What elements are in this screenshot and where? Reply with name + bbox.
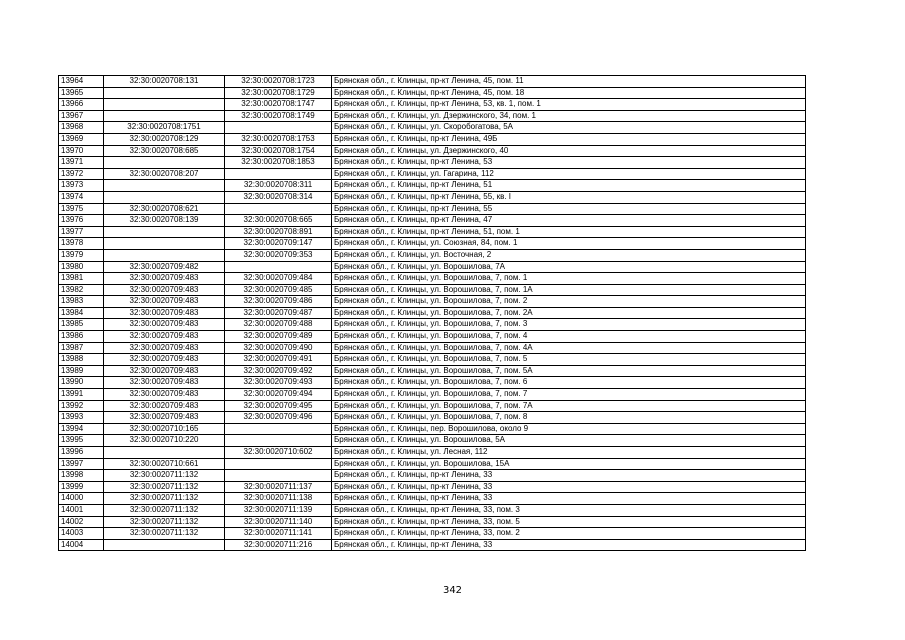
row-number-cell: 13999 [59,481,104,493]
table-row [59,122,806,134]
parcel-number-cell: 32:30:0020709:483 [104,296,225,308]
table-row [59,203,806,215]
table-row [59,470,806,482]
table-row [59,412,806,424]
row-number-cell: 13986 [59,331,104,343]
parcel-number-cell: 32:30:0020709:482 [104,261,225,273]
row-number-cell: 13984 [59,307,104,319]
row-number-cell: 13967 [59,110,104,122]
row-number-cell: 13988 [59,354,104,366]
address-cell: Брянская обл., г. Клинцы, ул. Ворошилова, 7, пом. 4А [332,342,806,354]
table-row [59,400,806,412]
row-number-cell: 14003 [59,528,104,540]
address-cell: Брянская обл., г. Клинцы, ул. Лесная, 112 [332,447,806,459]
row-number-cell: 13964 [59,76,104,88]
object-number-cell: 32:30:0020711:216 [225,539,332,551]
object-number-cell: 32:30:0020708:1749 [225,110,332,122]
table-row [59,319,806,331]
address-cell: Брянская обл., г. Клинцы, ул. Ворошилова, 7, пом. 1А [332,284,806,296]
parcel-number-cell [104,447,225,459]
table-row [59,331,806,343]
object-number-cell: 32:30:0020709:147 [225,238,332,250]
object-number-cell: 32:30:0020708:311 [225,180,332,192]
table-row [59,493,806,505]
cadastral-table [58,75,806,551]
parcel-number-cell: 32:30:0020709:483 [104,331,225,343]
table-row [59,76,806,88]
object-number-cell: 32:30:0020709:494 [225,389,332,401]
table-row [59,447,806,459]
row-number-cell: 13971 [59,157,104,169]
row-number-cell: 13996 [59,447,104,459]
row-number-cell: 13997 [59,458,104,470]
object-number-cell: 32:30:0020708:1853 [225,157,332,169]
parcel-number-cell [104,180,225,192]
address-cell: Брянская обл., г. Клинцы, пр-кт Ленина, 55, кв. I [332,191,806,203]
row-number-cell: 13987 [59,342,104,354]
parcel-number-cell: 32:30:0020709:483 [104,273,225,285]
parcel-number-cell: 32:30:0020709:483 [104,377,225,389]
table-row [59,435,806,447]
object-number-cell [225,458,332,470]
address-cell: Брянская обл., г. Клинцы, ул. Ворошилова, 5А [332,435,806,447]
object-number-cell: 32:30:0020711:141 [225,528,332,540]
address-cell: Брянская обл., г. Клинцы, ул. Восточная, 2 [332,249,806,261]
row-number-cell: 13982 [59,284,104,296]
row-number-cell: 13981 [59,273,104,285]
object-number-cell: 32:30:0020709:486 [225,296,332,308]
object-number-cell: 32:30:0020709:496 [225,412,332,424]
object-number-cell: 32:30:0020711:139 [225,504,332,516]
address-cell: Брянская обл., г. Клинцы, пр-кт Ленина, 47 [332,215,806,227]
table-row [59,238,806,250]
table-row [59,87,806,99]
object-number-cell: 32:30:0020708:1729 [225,87,332,99]
object-number-cell: 32:30:0020709:492 [225,365,332,377]
address-cell: Брянская обл., г. Клинцы, пр-кт Ленина, 33 [332,493,806,505]
row-number-cell: 14000 [59,493,104,505]
parcel-number-cell [104,87,225,99]
table-row [59,458,806,470]
address-cell: Брянская обл., г. Клинцы, пр-кт Ленина, 33 [332,481,806,493]
address-cell: Брянская обл., г. Клинцы, ул. Дзержинского, 34, пом. 1 [332,110,806,122]
table-row [59,539,806,551]
object-number-cell: 32:30:0020711:140 [225,516,332,528]
address-cell: Брянская обл., г. Клинцы, пр-кт Ленина, 33, пом. 2 [332,528,806,540]
object-number-cell: 32:30:0020708:665 [225,215,332,227]
table-row [59,168,806,180]
parcel-number-cell [104,157,225,169]
parcel-number-cell [104,110,225,122]
table-row [59,249,806,261]
address-cell: Брянская обл., г. Клинцы, ул. Ворошилова, 15А [332,458,806,470]
address-cell: Брянская обл., г. Клинцы, ул. Скоробогатова, 5А [332,122,806,134]
address-cell: Брянская обл., г. Клинцы, ул. Ворошилова, 7, пом. 7А [332,400,806,412]
table-row [59,273,806,285]
parcel-number-cell [104,249,225,261]
table-row [59,226,806,238]
table-row [59,342,806,354]
object-number-cell: 32:30:0020709:488 [225,319,332,331]
parcel-number-cell: 32:30:0020711:132 [104,516,225,528]
row-number-cell: 13978 [59,238,104,250]
parcel-number-cell [104,539,225,551]
row-number-cell: 13983 [59,296,104,308]
object-number-cell: 32:30:0020709:493 [225,377,332,389]
address-cell: Брянская обл., г. Клинцы, пр-кт Ленина, 53, кв. 1, пом. 1 [332,99,806,111]
row-number-cell: 13993 [59,412,104,424]
object-number-cell: 32:30:0020708:1723 [225,76,332,88]
parcel-number-cell: 32:30:0020709:483 [104,365,225,377]
parcel-number-cell [104,226,225,238]
address-cell: Брянская обл., г. Клинцы, ул. Ворошилова, 7, пом. 5А [332,365,806,377]
address-cell: Брянская обл., г. Клинцы, ул. Ворошилова, 7А [332,261,806,273]
parcel-number-cell: 32:30:0020708:131 [104,76,225,88]
table-row [59,110,806,122]
page-number: 342 [442,585,463,596]
row-number-cell: 13990 [59,377,104,389]
row-number-cell: 13969 [59,133,104,145]
table-row [59,504,806,516]
address-cell: Брянская обл., г. Клинцы, ул. Ворошилова, 7, пом. 1 [332,273,806,285]
parcel-number-cell: 32:30:0020709:483 [104,319,225,331]
parcel-number-cell: 32:30:0020708:207 [104,168,225,180]
object-number-cell: 32:30:0020708:1747 [225,99,332,111]
object-number-cell: 32:30:0020708:891 [225,226,332,238]
row-number-cell: 13972 [59,168,104,180]
address-cell: Брянская обл., г. Клинцы, ул. Ворошилова, 7, пом. 8 [332,412,806,424]
object-number-cell: 32:30:0020709:491 [225,354,332,366]
row-number-cell: 13974 [59,191,104,203]
object-number-cell [225,203,332,215]
address-cell: Брянская обл., г. Клинцы, пр-кт Ленина, 53 [332,157,806,169]
parcel-number-cell: 32:30:0020708:685 [104,145,225,157]
row-number-cell: 13965 [59,87,104,99]
row-number-cell: 13968 [59,122,104,134]
object-number-cell: 32:30:0020708:1754 [225,145,332,157]
address-cell: Брянская обл., г. Клинцы, ул. Ворошилова, 7, пом. 2А [332,307,806,319]
address-cell: Брянская обл., г. Клинцы, ул. Ворошилова, 7, пом. 5 [332,354,806,366]
object-number-cell: 32:30:0020709:495 [225,400,332,412]
table-row [59,133,806,145]
parcel-number-cell: 32:30:0020709:483 [104,307,225,319]
address-cell: Брянская обл., г. Клинцы, ул. Союзная, 84, пом. 1 [332,238,806,250]
table-row [59,528,806,540]
row-number-cell: 13998 [59,470,104,482]
parcel-number-cell: 32:30:0020708:1751 [104,122,225,134]
object-number-cell: 32:30:0020709:484 [225,273,332,285]
address-cell: Брянская обл., г. Клинцы, ул. Ворошилова, 7, пом. 4 [332,331,806,343]
object-number-cell: 32:30:0020709:489 [225,331,332,343]
row-number-cell: 13976 [59,215,104,227]
parcel-number-cell [104,191,225,203]
object-number-cell: 32:30:0020709:353 [225,249,332,261]
address-cell: Брянская обл., г. Клинцы, пр-кт Ленина, 45, пом. 18 [332,87,806,99]
object-number-cell: 32:30:0020711:138 [225,493,332,505]
address-cell: Брянская обл., г. Клинцы, пр-кт Ленина, 33 [332,470,806,482]
parcel-number-cell: 32:30:0020709:483 [104,354,225,366]
table-row [59,191,806,203]
object-number-cell [225,122,332,134]
address-cell: Брянская обл., г. Клинцы, ул. Гагарина, 112 [332,168,806,180]
address-cell: Брянская обл., г. Клинцы, ул. Ворошилова, 7, пом. 2 [332,296,806,308]
object-number-cell: 32:30:0020711:137 [225,481,332,493]
object-number-cell: 32:30:0020709:487 [225,307,332,319]
table-row [59,307,806,319]
parcel-number-cell: 32:30:0020710:220 [104,435,225,447]
table-row [59,284,806,296]
table-row [59,377,806,389]
row-number-cell: 13966 [59,99,104,111]
object-number-cell [225,470,332,482]
row-number-cell: 13991 [59,389,104,401]
row-number-cell: 13994 [59,423,104,435]
parcel-number-cell [104,238,225,250]
parcel-number-cell: 32:30:0020710:661 [104,458,225,470]
row-number-cell: 14004 [59,539,104,551]
table-row [59,423,806,435]
row-number-cell: 13985 [59,319,104,331]
row-number-cell: 13980 [59,261,104,273]
table-row [59,215,806,227]
table-row [59,99,806,111]
object-number-cell: 32:30:0020709:490 [225,342,332,354]
object-number-cell: 32:30:0020708:1753 [225,133,332,145]
object-number-cell [225,261,332,273]
table-row [59,481,806,493]
address-cell: Брянская обл., г. Клинцы, ул. Ворошилова, 7, пом. 6 [332,377,806,389]
parcel-number-cell: 32:30:0020711:132 [104,528,225,540]
table-row [59,145,806,157]
table-body [59,76,806,551]
parcel-number-cell: 32:30:0020708:139 [104,215,225,227]
parcel-number-cell: 32:30:0020708:621 [104,203,225,215]
address-cell: Брянская обл., г. Клинцы, пр-кт Ленина, 55 [332,203,806,215]
table-row [59,354,806,366]
address-cell: Брянская обл., г. Клинцы, пер. Ворошилова, около 9 [332,423,806,435]
parcel-number-cell: 32:30:0020709:483 [104,412,225,424]
object-number-cell: 32:30:0020710:602 [225,447,332,459]
object-number-cell: 32:30:0020708:314 [225,191,332,203]
parcel-number-cell: 32:30:0020711:132 [104,504,225,516]
address-cell: Брянская обл., г. Клинцы, ул. Ворошилова, 7, пом. 3 [332,319,806,331]
parcel-number-cell: 32:30:0020711:132 [104,481,225,493]
row-number-cell: 13977 [59,226,104,238]
row-number-cell: 14001 [59,504,104,516]
row-number-cell: 13975 [59,203,104,215]
table-row [59,157,806,169]
parcel-number-cell: 32:30:0020708:129 [104,133,225,145]
address-cell: Брянская обл., г. Клинцы, пр-кт Ленина, 33, пом. 3 [332,504,806,516]
parcel-number-cell [104,99,225,111]
address-cell: Брянская обл., г. Клинцы, пр-кт Ленина, 51, пом. 1 [332,226,806,238]
table-row [59,261,806,273]
parcel-number-cell: 32:30:0020709:483 [104,400,225,412]
parcel-number-cell: 32:30:0020709:483 [104,389,225,401]
object-number-cell: 32:30:0020709:485 [225,284,332,296]
row-number-cell: 14002 [59,516,104,528]
row-number-cell: 13979 [59,249,104,261]
parcel-number-cell: 32:30:0020710:165 [104,423,225,435]
row-number-cell: 13992 [59,400,104,412]
parcel-number-cell: 32:30:0020711:132 [104,470,225,482]
table-row [59,516,806,528]
parcel-number-cell: 32:30:0020711:132 [104,493,225,505]
address-cell: Брянская обл., г. Клинцы, пр-кт Ленина, 51 [332,180,806,192]
parcel-number-cell: 32:30:0020709:483 [104,284,225,296]
row-number-cell: 13973 [59,180,104,192]
address-cell: Брянская обл., г. Клинцы, пр-кт Ленина, 33, пом. 5 [332,516,806,528]
object-number-cell [225,435,332,447]
table-row [59,389,806,401]
row-number-cell: 13995 [59,435,104,447]
table-row [59,296,806,308]
address-cell: Брянская обл., г. Клинцы, ул. Дзержинского, 40 [332,145,806,157]
address-cell: Брянская обл., г. Клинцы, пр-кт Ленина, 45, пом. 11 [332,76,806,88]
object-number-cell [225,423,332,435]
row-number-cell: 13989 [59,365,104,377]
row-number-cell: 13970 [59,145,104,157]
table-row [59,365,806,377]
address-cell: Брянская обл., г. Клинцы, пр-кт Ленина, 33 [332,539,806,551]
parcel-number-cell: 32:30:0020709:483 [104,342,225,354]
table-row [59,180,806,192]
address-cell: Брянская обл., г. Клинцы, ул. Ворошилова, 7, пом. 7 [332,389,806,401]
address-cell: Брянская обл., г. Клинцы, пр-кт Ленина, 49Б [332,133,806,145]
object-number-cell [225,168,332,180]
